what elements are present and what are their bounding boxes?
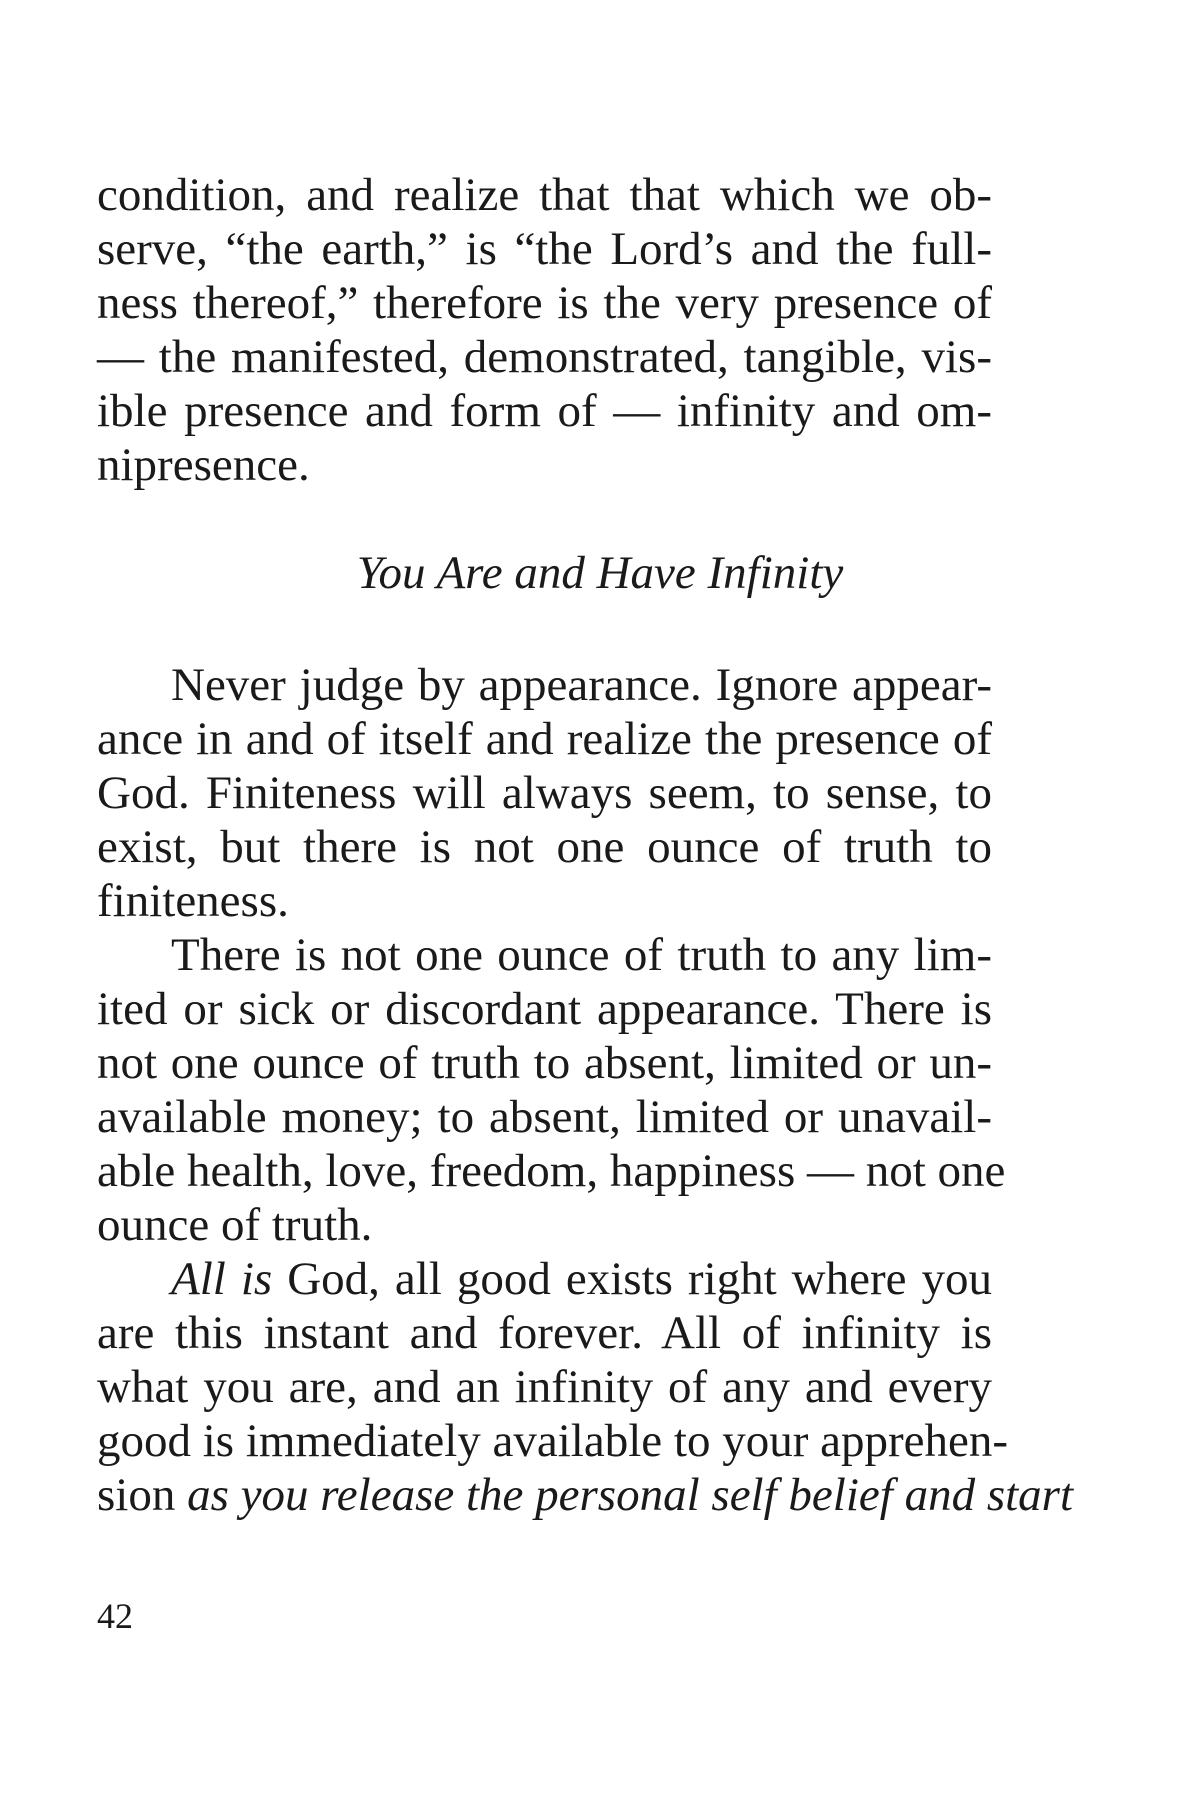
text-line: finiteness. [97, 875, 289, 927]
text-line: serve, “the earth,” is “the Lord’s and the full- [97, 223, 992, 275]
emphasis-text: All is [171, 1253, 273, 1305]
text-run: sion [97, 1469, 188, 1521]
paragraph-not-one-ounce [97, 928, 1006, 1252]
text-line [97, 1252, 992, 1306]
text-line: ance in and of itself and realize the presence of [97, 713, 992, 765]
text-line: God. Finiteness will always seem, to sense, to [97, 767, 992, 819]
text-line: ited or sick or discordant appearance. There is [97, 983, 992, 1035]
text-line: good is immediately available to your apprehen- [97, 1415, 1008, 1467]
text-line: ounce of truth. [97, 1199, 373, 1251]
section-heading: You Are and Have Infinity [356, 547, 844, 599]
text-line: available money; to absent, limited or unavail- [97, 1091, 992, 1143]
text-line: — the manifested, demonstrated, tangible, vis- [97, 331, 992, 383]
text-line: able health, love, freedom, happiness — not one [97, 1145, 1006, 1197]
paragraph-all-is-god [97, 1252, 1074, 1522]
page-number: 42 [97, 1596, 133, 1636]
paragraph-never-judge [97, 658, 992, 928]
text-line: ness thereof,” therefore is the very presence of [97, 277, 992, 329]
text-line: Never judge by appearance. Ignore appear- [171, 659, 992, 711]
text-line: what you are, and an infinity of any and every [97, 1361, 992, 1413]
emphasis-text: as you release the personal self belief and start [187, 1469, 1074, 1521]
text-run: God, all good exists right where you [272, 1253, 992, 1305]
text-line: exist, but there is not one ounce of truth to [97, 821, 992, 873]
text-line: are this instant and forever. All of infinity is [97, 1307, 992, 1359]
text-line: not one ounce of truth to absent, limited or un- [97, 1037, 992, 1089]
text-line: ible presence and form of — infinity and om- [97, 385, 992, 437]
text-line: There is not one ounce of truth to any lim- [171, 929, 992, 981]
text-line [97, 1468, 1074, 1522]
text-line: nipresence. [97, 439, 310, 491]
text-line: condition, and realize that that which we ob- [97, 169, 992, 221]
opening-paragraph [97, 168, 992, 492]
